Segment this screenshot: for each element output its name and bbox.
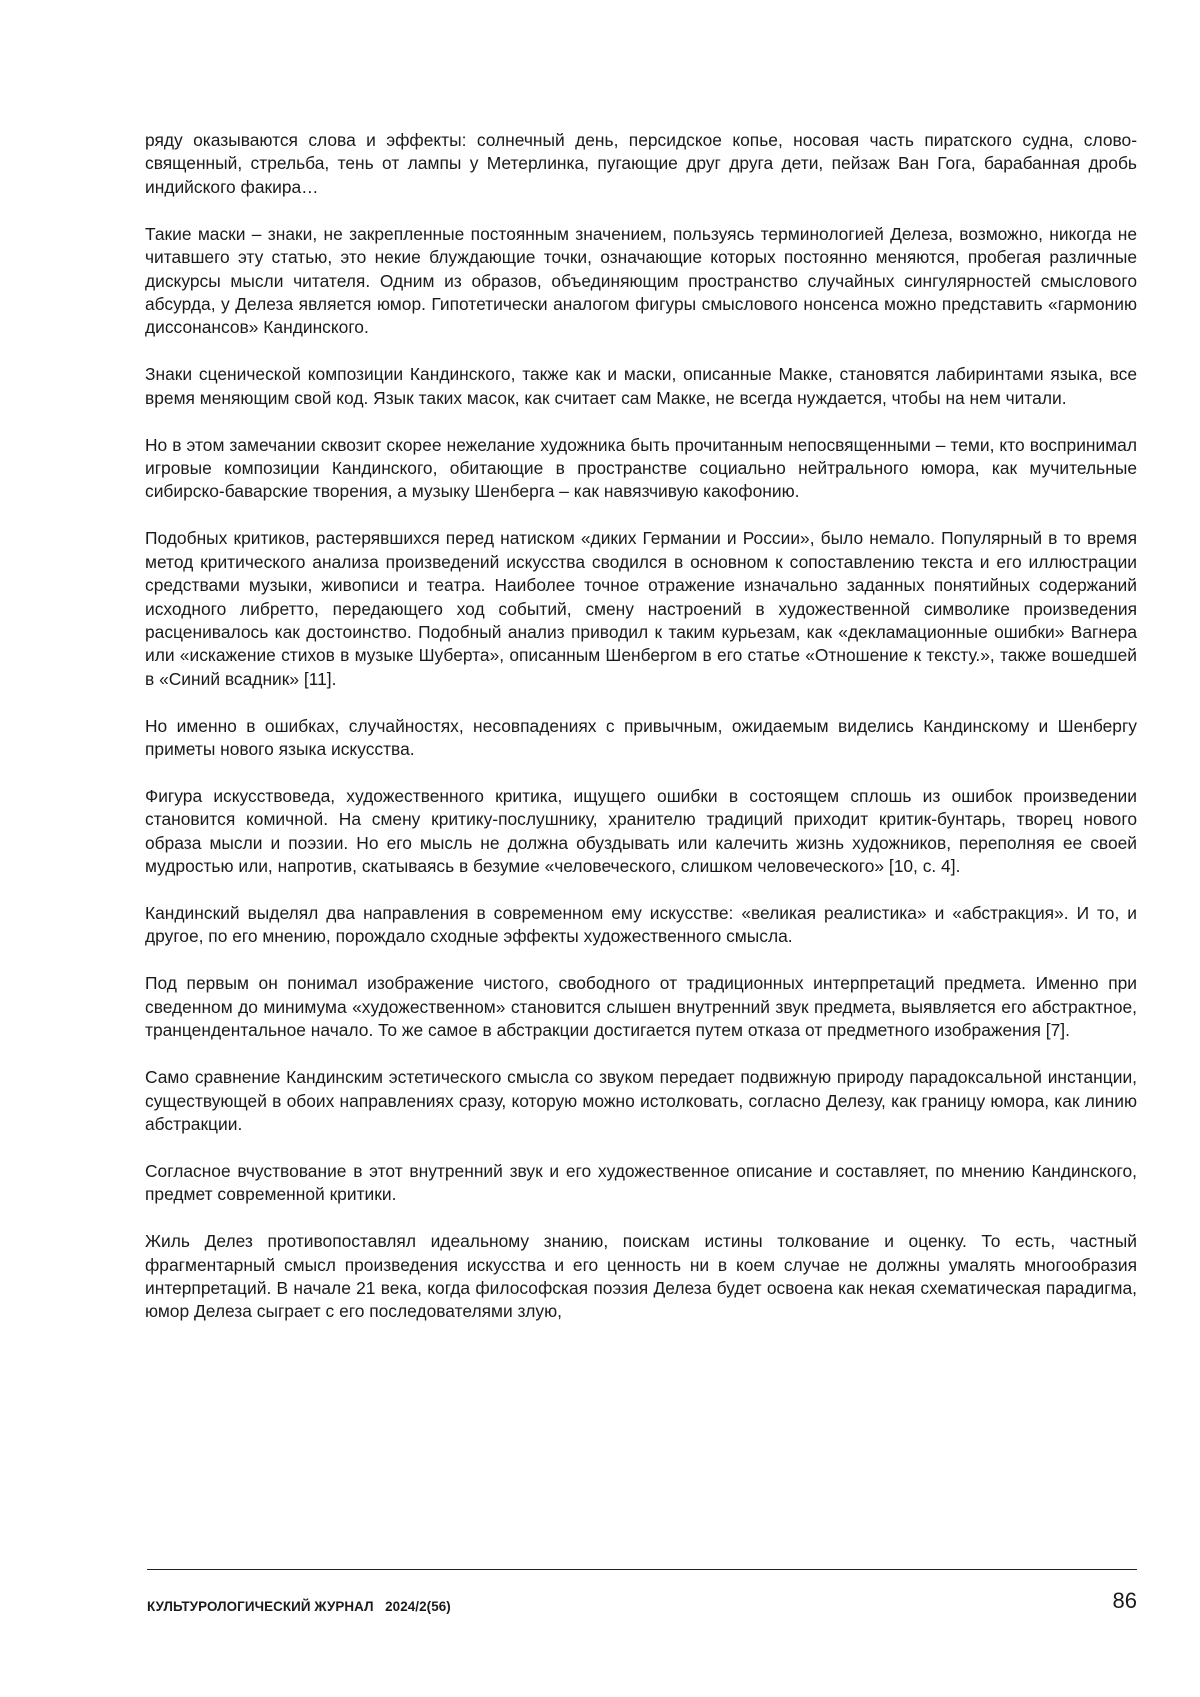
paragraph-12: Жиль Делез противопоставлял идеальному знанию, поискам истины толкование и оценку. То есть, частный фрагментарный смысл произведения искусства и его ценность ни в коем случае не должны умалять многообразия интерпретаций. В начале 21 века, когда философская поэзия Делеза будет освоена как некая схематическая парадигма, юмор Делеза сыграет с его последователями злую, bbox=[145, 1231, 1137, 1322]
paragraph-8: Кандинский выделял два направления в современном ему искусстве: «великая реалистика» и «абстракция». И то, и другое, по его мнению, порождало сходные эффекты художественного смысла. bbox=[145, 903, 1137, 947]
article-body bbox=[145, 129, 1137, 1324]
paragraph-4: Но в этом замечании сквозит скорее нежелание художника быть прочитанным непосвященными – теми, кто воспринимал игровые композиции Кандинского, обитающие в пространстве социально нейтрального юмора, как мучительные сибирско-баварские творения, а музыку Шенберга – как навязчивую какофонию. bbox=[145, 434, 1137, 502]
footer-journal-info bbox=[147, 1599, 451, 1614]
paragraph-9: Под первым он понимал изображение чистого, свободного от традиционных интерпретаций предмета. Именно при сведенном до минимума «художественном» становится слышен внутренний звук предмета, выявляется его абстрактное, транцендентальное начало. То же самое в абстракции достигается путем отказа от предметного изображения [7]. bbox=[145, 973, 1137, 1041]
paragraph-10: Само сравнение Кандинским эстетического смысла со звуком передает подвижную природу парадоксальной инстанции, существующей в обоих направлениях сразу, которую можно истолковать, согласно Делезу, как границу юмора, как линию абстракции. bbox=[145, 1067, 1137, 1134]
paragraph-6: Но именно в ошибках, случайностях, несовпадениях с привычным, ожидаемым виделись Кандинскому и Шенбергу приметы нового языка искусства. bbox=[145, 715, 1137, 760]
paragraph-1: ряду оказываются слова и эффекты: солнечный день, персидское копье, носовая часть пиратского судна, слово-священный, стрельба, тень от лампы у Метерлинка, пугающие друг друга дети, пейзаж Ван Гога, барабанная дробь индийского факира… bbox=[145, 130, 1137, 197]
paragraph-3: Знаки сценической композиции Кандинского, также как и маски, описанные Макке, становятся лабиринтами языка, все время меняющим свой код. Язык таких масок, как считает сам Макке, не всегда нуждается, чтобы на нем читали. bbox=[145, 364, 1137, 408]
footer-divider bbox=[147, 1569, 1137, 1570]
paragraph-5: Подобных критиков, растерявшихся перед натиском «диких Германии и России», было немало. Популярный в то время метод критического анализа произведений искусства сводился в основном к сопоставлению текста и его иллюстрации средствами музыки, живописи и театра. Наиболее точное отражение изначально заданных понятийных содержаний исходного либретто, передающего ход событий, смену настроений в художественной символике произведения расценивалось как достоинство. Подобный анализ приводил к таким курьезам, как «декламационные ошибки» Вагнера или «искажение стихов в музыке Шуберта», описанным Шенбергом в его статье «Отношение к тексту.», также вошедшей в «Синий всадник» [11]. bbox=[145, 528, 1137, 689]
paragraph-2: Такие маски – знаки, не закрепленные постоянным значением, пользуясь терминологией Делеза, возможно, никогда не читавшего эту статью, это некие блуждающие точки, означающие которых постоянно меняются, пробегая различные дискурсы мысли читателя. Одним из образов, объединяющим пространство случайных сингулярностей смыслового абсурда, у Делеза является юмор. Гипотетически аналогом фигуры смыслового нонсенса можно представить «гармонию диссонансов» Кандинского. bbox=[145, 223, 1137, 338]
journal-issue: 2024/2(56) bbox=[385, 1599, 451, 1614]
paragraph-7: Фигура искусствоведа, художественного критика, ищущего ошибки в состоящем сплошь из ошибок произведении становится комичной. На смену критику-послушнику, хранителю традиций приходит критик-бунтарь, творец нового образа мысли и поэзии. Но его мысль не должна обуздывать или калечить жизнь художников, переполняя ее своей мудростью или, напротив, скатываясь в безумие «человеческого, слишком человеческого» [10, с. 4]. bbox=[145, 785, 1137, 877]
journal-title: КУЛЬТУРОЛОГИЧЕСКИЙ ЖУРНАЛ bbox=[147, 1599, 374, 1614]
page-number: 86 bbox=[1112, 1588, 1137, 1613]
paragraph-11: Согласное вчуствование в этот внутренний звук и его художественное описание и составляет, по мнению Кандинского, предмет современной критики. bbox=[145, 1160, 1137, 1205]
